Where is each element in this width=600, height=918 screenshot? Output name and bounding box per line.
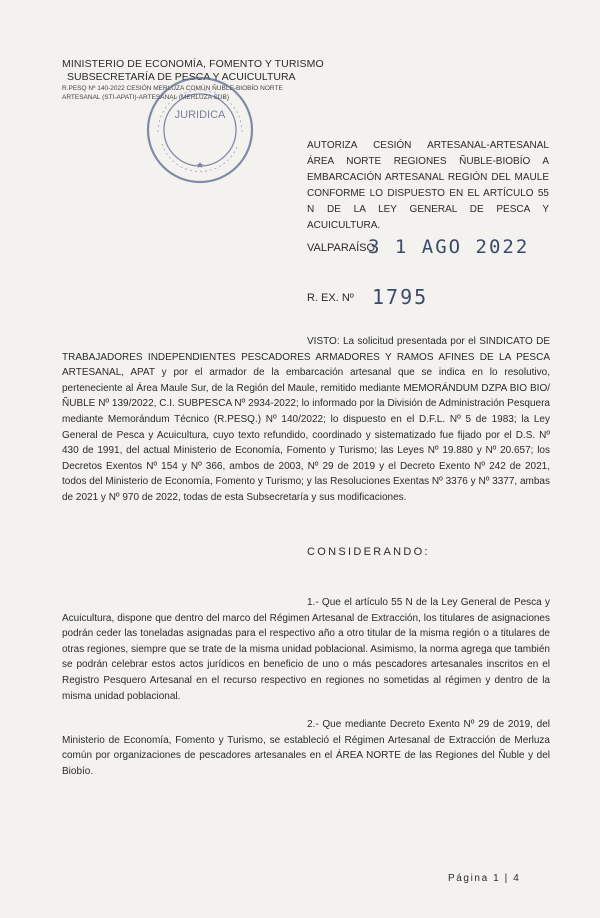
legal-department-seal — [140, 70, 260, 190]
considerando-paragraph-1: 1.- Que el artículo 55 N de la Ley General de Pesca y Acuicultura, dispone que dentro del marco del Régimen Artesanal de Extracción, los titulares de asignaciones podrán ceder las toneladas asignadas para el respectivo año a otro titular de la misma región o a titulares de otras regiones, siempre que se trate de la misma unidad poblacional. Asimismo, la norma agrega que también se podrán celebrar estos actos jurídicos en beneficio de uno o más pescadores artesanales inscritos en el Registro Pesquero Artesanal en el recurso respectivo en regiones no sometidas al régimen y dentro de la misma unidad poblacional. — [62, 597, 550, 702]
resolution-number: 1795 — [372, 285, 429, 309]
date-stamp: 3 1 AGO 2022 — [368, 236, 530, 258]
ministry-name: MINISTERIO DE ECONOMÍA, FOMENTO Y TURISMO — [62, 58, 324, 70]
page-indicator: Página 1 | 4 — [448, 873, 521, 884]
resolution-number-label: R. EX. Nº — [307, 292, 354, 304]
seal-star-icon: ★ — [195, 161, 205, 171]
visto-paragraph: VISTO: La solicitud presentada por el SINDICATO DE TRABAJADORES INDEPENDIENTES PESCADORES ARMADORES Y RAMOS AFINES DE LA PESCA ARTESANAL, APAT y por el armador de la embarcación artesanal que se indica en lo resolutivo, perteneciente al Área Maule Sur, de la Región del Maule, remitido mediante MEMORÁNDUM DZPA BIO BIO/ÑUBLE Nº 139/2022, C.I. SUBPESCA Nº 2934-2022; lo informado por la División de Administración Pesquera mediante Memorándum Técnico (R.PESQ.) Nº 140/2022; lo dispuesto en el D.F.L. Nº 5 de 1983; la Ley General de Pesca y Acuicultura, cuyo texto refundido, coordinado y sistematizado fue fijado por el D.S. Nº 430 de 1991, del actual Ministerio de Economía, Fomento y Turismo; las Leyes Nº 19.880 y Nº 20.657; los Decretos Exentos Nº 154 y Nº 366, ambos de 2003, Nº 29 de 2019 y el Decreto Exento Nº 242 de 2021, todos del Ministerio de Economía, Fomento y Turismo; y las Resoluciones Exentas Nº 3376 y Nº 3377, ambas de 2021 y Nº 970 de 2022, todas de esta Subsecretaría y sus modificaciones. — [62, 336, 550, 503]
seal-label: JURIDICA — [174, 109, 226, 121]
considerando-heading: CONSIDERANDO: — [307, 546, 430, 558]
considerando-paragraph-2: 2.- Que mediante Decreto Exento Nº 29 de 2019, del Ministerio de Economía, Fomento y Turismo, se estableció el Régimen Artesanal de Extracción de Merluza común por organizaciones de pescadores artesanales en el ÁREA NORTE de las Regiones del Ñuble y del Biobío. — [62, 719, 550, 777]
resolution-title: AUTORIZA CESIÓN ARTESANAL-ARTESANAL ÁREA NORTE REGIONES ÑUBLE-BIOBÍO A EMBARCACIÓN ARTESANAL REGIÓN DEL MAULE CONFORME LO DISPUESTO EN EL ARTÍCULO 55 N DE LA LEY GENERAL DE PESCA Y ACUICULTURA. — [307, 140, 549, 231]
place-label: VALPARAÍSO, — [307, 242, 379, 254]
reference-line-2: ARTESANAL (STI-APATI)-ARTESANAL (MERLUZA SUB) — [62, 94, 229, 101]
reference-line-1: R.PESQ Nº 140-2022 CESIÓN MERLUZA COMÚN ÑUBLE-BIOBÍO NORTE — [62, 85, 283, 92]
undersecretariat-name: SUBSECRETARÍA DE PESCA Y ACUICULTURA — [67, 71, 296, 83]
